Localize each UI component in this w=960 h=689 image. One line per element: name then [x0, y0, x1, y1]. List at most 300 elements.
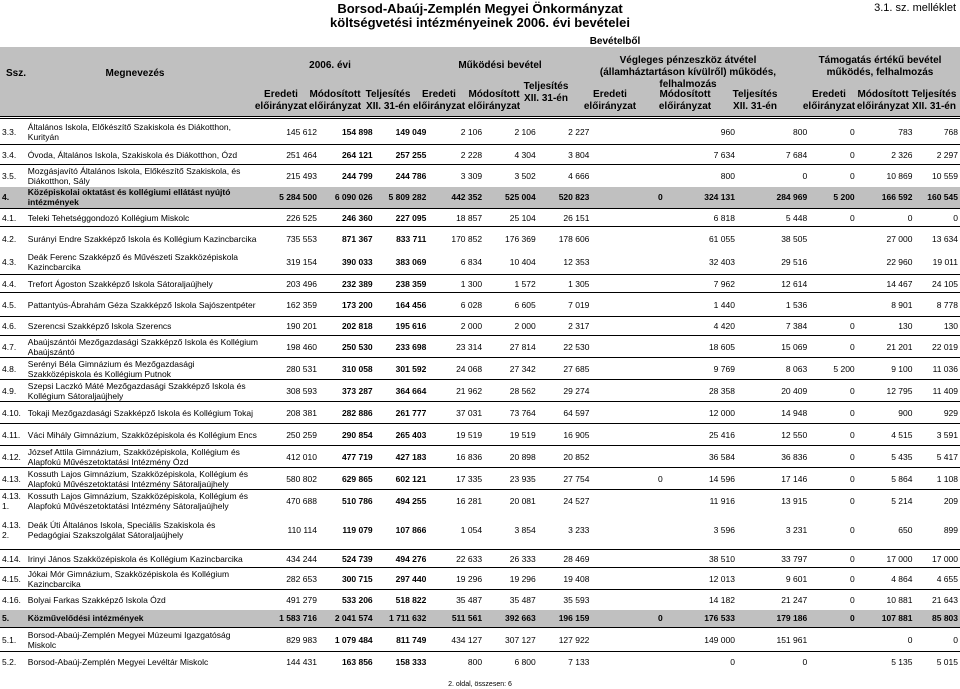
bevetelbol-label: Bevételből [589, 36, 641, 47]
row-value: 12 795 [857, 380, 915, 402]
row-value: 178 606 [538, 227, 592, 251]
row-name: Óvoda, Általános Iskola, Szakiskola és Diákotthon, Ózd [26, 145, 261, 165]
row-value: 0 [591, 610, 664, 628]
group-2006: 2006. évi [309, 60, 351, 71]
row-number: 5.2. [0, 652, 26, 672]
row-value: 33 797 [737, 550, 809, 568]
row-value [591, 490, 664, 512]
row-value: 308 593 [261, 380, 319, 402]
row-value: 13 915 [737, 490, 809, 512]
row-number: 4.15. [0, 568, 26, 590]
row-value: 602 121 [375, 468, 429, 490]
row-value: 16 281 [428, 490, 484, 512]
sub-teljesites-2006: Teljesítés XII. 31-én [365, 89, 411, 112]
row-value: 20 409 [737, 380, 809, 402]
row-value [591, 293, 664, 317]
row-number: 4.2. [0, 227, 26, 251]
row-name: Pattantyús-Ábrahám Géza Szakképző Iskola Sajószentpéter [26, 293, 261, 317]
row-value: 5 448 [737, 209, 809, 227]
row-value: 494 276 [375, 550, 429, 568]
row-name: Deák Úti Általános Iskola, Speciális Szakiskola és Pedagógiai Szakszolgálat Sátoraljaújhely [27, 520, 216, 541]
row-value: 227 095 [375, 209, 429, 227]
row-value: 650 [898, 525, 913, 536]
row-value: 5 200 [809, 358, 856, 380]
row-value: 149 000 [665, 628, 737, 652]
table-row [0, 251, 960, 275]
row-value: 319 154 [286, 257, 317, 268]
row-name: Kossuth Lajos Gimnázium, Szakközépiskola, Kollégium és Alapfokú Művészetoktatási Intézmény Sátoraljaújhely [26, 490, 261, 512]
row-value: 22 530 [538, 336, 592, 358]
row-number: 4.10. [0, 402, 26, 424]
row-number: 4.12. [0, 446, 26, 468]
row-value: 0 [809, 590, 856, 610]
row-value: 5 435 [857, 446, 915, 468]
row-value: 14 596 [665, 468, 737, 490]
col-megnevezes: Megnevezés [105, 68, 165, 79]
row-value: 202 818 [319, 317, 375, 336]
row-name: Jókai Mór Gimnázium, Szakközépiskola és Kollégium Kazincbarcika [26, 568, 261, 590]
row-value [591, 568, 664, 590]
row-value: 11 916 [665, 490, 737, 512]
row-value: 960 [665, 119, 737, 145]
row-value: 26 151 [538, 209, 592, 227]
table-row [0, 145, 960, 165]
row-value: 10 404 [509, 257, 536, 268]
row-value: 12 013 [665, 568, 737, 590]
row-value: 28 358 [665, 380, 737, 402]
row-value: 0 [809, 446, 856, 468]
row-number: 4.5. [0, 293, 26, 317]
row-value: 144 431 [261, 652, 319, 672]
row-value [591, 512, 664, 550]
row-value: 119 079 [342, 525, 373, 536]
row-value: 284 969 [737, 187, 809, 209]
table-row [0, 424, 960, 446]
row-value: 6 800 [484, 652, 538, 672]
row-value: 215 493 [261, 165, 319, 187]
sub-eredeti-mukodesi: Eredeti előirányzat [412, 89, 466, 112]
row-value: 107 881 [857, 610, 915, 628]
row-value [591, 275, 664, 293]
table-row [0, 590, 960, 610]
row-value: 412 010 [261, 446, 319, 468]
row-value: 324 131 [665, 187, 737, 209]
row-value [809, 628, 856, 652]
row-value: 477 719 [319, 446, 375, 468]
row-value: 282 653 [261, 568, 319, 590]
row-value: 9 601 [737, 568, 809, 590]
row-number: 4.13. [0, 468, 26, 490]
row-number: 4.7. [0, 336, 26, 358]
row-value: 2 041 574 [319, 610, 375, 628]
row-value: 20 852 [538, 446, 592, 468]
row-value: 3 854 [514, 525, 536, 536]
row-name: Tokaji Mezőgazdasági Szakképző Iskola és Kollégium Tokaj [26, 402, 261, 424]
row-value: 244 786 [375, 165, 429, 187]
sub-modositott-tamogatas: Módosított előirányzat [856, 89, 910, 112]
row-value: 3 502 [484, 165, 538, 187]
row-value: 800 [665, 165, 737, 187]
row-value [591, 358, 664, 380]
row-value: 0 [809, 165, 856, 187]
row-value: 27 814 [484, 336, 538, 358]
row-value: 4 666 [538, 165, 592, 187]
row-value: 61 055 [665, 227, 737, 251]
row-value [591, 446, 664, 468]
row-value: 494 255 [375, 490, 429, 512]
row-name: Teleki Tehetséggondozó Kollégium Miskolc [26, 209, 261, 227]
row-number: 3.3. [0, 119, 26, 145]
row-value [591, 380, 664, 402]
table-row [0, 275, 960, 293]
table-row [0, 227, 960, 251]
row-value: 0 [591, 187, 664, 209]
row-value [809, 293, 856, 317]
row-value: 17 146 [737, 468, 809, 490]
row-value: 300 715 [319, 568, 375, 590]
row-value: 19 296 [484, 568, 538, 590]
row-value: 833 711 [375, 227, 429, 251]
row-value: 307 127 [484, 628, 538, 652]
row-value: 257 255 [375, 145, 429, 165]
row-value: 12 550 [737, 424, 809, 446]
row-value: 0 [809, 402, 856, 424]
table-row [0, 165, 960, 187]
row-value: 1 572 [484, 275, 538, 293]
row-value: 27 342 [484, 358, 538, 380]
row-value [591, 317, 664, 336]
row-value: 282 886 [319, 402, 375, 424]
table-row [0, 490, 960, 512]
row-name: Középiskolai oktatást és kollégiumi ellátást nyújtó intézmények [26, 187, 261, 209]
table-row [0, 119, 960, 145]
row-value: 17 335 [428, 468, 484, 490]
row-value: 929 [914, 402, 960, 424]
row-value: 23 314 [428, 336, 484, 358]
row-value: 800 [428, 652, 484, 672]
row-value: 27 685 [538, 358, 592, 380]
row-value: 195 616 [375, 317, 429, 336]
row-number: 4.13. 2. [2, 520, 21, 541]
row-value: 151 961 [737, 628, 809, 652]
row-value: 0 [665, 652, 737, 672]
row-value: 768 [914, 119, 960, 145]
row-value: 0 [737, 165, 809, 187]
sub-teljesites-tamogatas: Teljesítés XII. 31-én [911, 89, 957, 112]
row-value: 19 296 [428, 568, 484, 590]
row-value: 383 069 [395, 257, 427, 268]
row-value: 37 031 [428, 402, 484, 424]
row-value: 176 369 [484, 227, 538, 251]
row-value: 232 389 [319, 275, 375, 293]
row-value: 17 000 [857, 550, 915, 568]
row-value: 21 247 [737, 590, 809, 610]
row-value: 208 381 [261, 402, 319, 424]
row-value: 21 643 [914, 590, 960, 610]
row-value: 265 403 [375, 424, 429, 446]
row-value: 251 464 [261, 145, 319, 165]
row-value: 264 121 [319, 145, 375, 165]
row-value: 1 583 716 [261, 610, 319, 628]
page-footer: 2. oldal, összesen: 6 [448, 681, 512, 688]
row-value [809, 227, 856, 251]
row-value: 18 857 [428, 209, 484, 227]
row-value: 261 777 [375, 402, 429, 424]
title-line-1: Borsod-Abaúj-Zemplén Megyei Önkormányzat [337, 1, 623, 16]
group-tamogatas: Támogatás értékű bevétel működés, felhalmozás [818, 55, 942, 78]
row-value: 5 809 282 [375, 187, 429, 209]
row-value: 5 284 500 [261, 187, 319, 209]
row-value: 829 983 [261, 628, 319, 652]
table-row [0, 402, 960, 424]
row-value: 4 864 [857, 568, 915, 590]
row-number: 3.4. [0, 145, 26, 165]
row-value: 1 305 [538, 275, 592, 293]
row-value: 26 333 [484, 550, 538, 568]
row-value: 6 090 026 [319, 187, 375, 209]
row-number: 5. [0, 610, 26, 628]
row-value: 160 545 [914, 187, 960, 209]
sub-modositott-mukodesi: Módosított előirányzat [467, 89, 521, 112]
row-value: 491 279 [261, 590, 319, 610]
row-name: Trefort Ágoston Szakképző Iskola Sátoraljaújhely [26, 275, 261, 293]
row-value: 3 804 [538, 145, 592, 165]
row-value [591, 165, 664, 187]
row-value: 4 515 [857, 424, 915, 446]
row-value: 162 359 [261, 293, 319, 317]
row-number: 4.13. 1. [0, 490, 26, 512]
row-value: 5 864 [857, 468, 915, 490]
row-number: 4.9. [0, 380, 26, 402]
row-value: 1 108 [914, 468, 960, 490]
row-value: 442 352 [428, 187, 484, 209]
row-value [591, 652, 664, 672]
row-name: Váci Mihály Gimnázium, Szakközépiskola és Kollégium Encs [26, 424, 261, 446]
row-value: 209 [914, 490, 960, 512]
row-value: 17 000 [914, 550, 960, 568]
row-value: 19 011 [932, 257, 958, 268]
row-value: 1 440 [665, 293, 737, 317]
row-value: 24 527 [538, 490, 592, 512]
sub-teljesites-vegleges: Teljesítés XII. 31-én [732, 89, 778, 112]
row-value: 4 655 [914, 568, 960, 590]
row-value [591, 209, 664, 227]
row-value: 179 186 [737, 610, 809, 628]
row-value: 19 519 [428, 424, 484, 446]
table-row [0, 610, 960, 628]
row-value: 0 [809, 336, 856, 358]
row-name: József Attila Gimnázium, Szakközépiskola, Kollégium és Alapfokú Művészetoktatási Intézmény Ózd [26, 446, 261, 468]
row-value: 1 079 484 [319, 628, 375, 652]
row-name: Kossuth Lajos Gimnázium, Szakközépiskola, Kollégium és Alapfokú Művészetoktatási Intézmény Sátoraljaújhely [26, 468, 261, 490]
table-row [0, 652, 960, 672]
revenue-table [0, 118, 960, 672]
row-value: 9 769 [665, 358, 737, 380]
row-value: 28 469 [538, 550, 592, 568]
row-value: 38 510 [665, 550, 737, 568]
row-value: 13 634 [914, 227, 960, 251]
row-value: 3 231 [785, 525, 808, 536]
row-value [591, 424, 664, 446]
row-value: 176 533 [665, 610, 737, 628]
row-value: 0 [857, 628, 915, 652]
row-value: 0 [809, 490, 856, 512]
row-value: 5 417 [914, 446, 960, 468]
row-value: 163 856 [319, 652, 375, 672]
row-value: 64 597 [538, 402, 592, 424]
row-value: 518 822 [375, 590, 429, 610]
row-value: 6 605 [484, 293, 538, 317]
row-value: 0 [737, 652, 809, 672]
row-value: 533 206 [319, 590, 375, 610]
row-value [809, 275, 856, 293]
row-value: 6 818 [665, 209, 737, 227]
row-value: 12 353 [563, 257, 590, 268]
row-value: 10 869 [857, 165, 915, 187]
row-name: Borsod-Abaúj-Zemplén Megyei Múzeumi Igazgatóság Miskolc [26, 628, 261, 652]
row-value: 14 467 [857, 275, 915, 293]
row-value: 7 384 [737, 317, 809, 336]
row-number: 5.1. [0, 628, 26, 652]
row-value: 4 420 [665, 317, 737, 336]
row-value: 145 612 [261, 119, 319, 145]
row-value: 3 591 [914, 424, 960, 446]
row-value: 301 592 [375, 358, 429, 380]
row-value: 0 [809, 119, 856, 145]
row-value: 166 592 [857, 187, 915, 209]
row-value: 12 614 [737, 275, 809, 293]
row-value: 2 228 [428, 145, 484, 165]
row-value: 0 [809, 468, 856, 490]
row-number: 4.14. [0, 550, 26, 568]
row-value: 73 764 [484, 402, 538, 424]
row-value: 0 [809, 610, 856, 628]
group-vegleges: Végleges pénzeszköz átvétel (államháztartáson kívülről) működés, felhalmozás [599, 55, 777, 90]
row-value: 3 309 [428, 165, 484, 187]
row-value [809, 251, 856, 275]
row-value: 27 000 [857, 227, 915, 251]
row-value: 35 487 [428, 590, 484, 610]
row-name: Bolyai Farkas Szakképző Iskola Ózd [26, 590, 261, 610]
row-value: 2 000 [428, 317, 484, 336]
row-name: Serényi Béla Gimnázium és Mezőgazdasági Szakközépiskola és Kollégium Putnok [26, 358, 261, 380]
row-value [591, 145, 664, 165]
row-name: Szepsi Laczkó Máté Mezőgazdasági Szakképző Iskola és Kollégium Sátoraljaújhely [26, 380, 261, 402]
row-value: 110 114 [287, 525, 317, 536]
header-bottom-rule [0, 116, 960, 117]
row-value: 173 200 [319, 293, 375, 317]
row-value: 373 287 [319, 380, 375, 402]
row-value: 5 015 [914, 652, 960, 672]
row-value: 280 531 [261, 358, 319, 380]
row-value: 35 593 [538, 590, 592, 610]
row-value: 130 [857, 317, 915, 336]
row-value: 0 [809, 145, 856, 165]
row-value: 364 664 [375, 380, 429, 402]
row-value: 22 019 [914, 336, 960, 358]
row-value: 250 530 [319, 336, 375, 358]
table-row [0, 317, 960, 336]
row-value: 246 360 [319, 209, 375, 227]
row-value: 3 596 [713, 525, 735, 536]
row-number: 4.8. [0, 358, 26, 380]
sub-modositott-2006: Módosított előirányzat [308, 89, 362, 112]
row-value: 6 834 [460, 257, 483, 268]
sub-eredeti-vegleges: Eredeti előirányzat [583, 89, 637, 112]
row-value: 149 049 [375, 119, 429, 145]
table-row [0, 380, 960, 402]
row-value: 310 058 [319, 358, 375, 380]
row-name: Mozgásjavító Általános Iskola, Előkészítő Szakiskola, és Diákotthon, Sály [26, 165, 261, 187]
row-value: 233 698 [375, 336, 429, 358]
row-number: 3.5. [0, 165, 26, 187]
row-value: 392 663 [484, 610, 538, 628]
row-value: 0 [809, 424, 856, 446]
row-value: 22 960 [886, 257, 913, 268]
table-row [0, 568, 960, 590]
row-value: 154 898 [319, 119, 375, 145]
row-value: 7 634 [665, 145, 737, 165]
row-value [809, 652, 856, 672]
row-value: 8 063 [737, 358, 809, 380]
row-value: 8 778 [914, 293, 960, 317]
row-name: Irinyi János Szakközépiskola és Kollégium Kazincbarcika [26, 550, 261, 568]
row-value: 434 127 [428, 628, 484, 652]
table-row [0, 628, 960, 652]
row-value: 38 505 [737, 227, 809, 251]
row-value [591, 251, 664, 275]
row-value: 0 [809, 380, 856, 402]
row-value: 0 [809, 209, 856, 227]
table-row [0, 209, 960, 227]
row-value: 11 036 [914, 358, 960, 380]
row-value: 6 028 [428, 293, 484, 317]
row-value: 0 [857, 209, 915, 227]
row-number: 4.16. [0, 590, 26, 610]
table-row [0, 550, 960, 568]
row-value: 4 304 [484, 145, 538, 165]
row-value: 2 227 [538, 119, 592, 145]
row-value [591, 590, 664, 610]
row-value: 871 367 [319, 227, 375, 251]
row-value: 434 244 [261, 550, 319, 568]
row-value: 22 633 [428, 550, 484, 568]
row-value: 525 004 [484, 187, 538, 209]
row-value: 811 749 [375, 628, 429, 652]
row-value: 7 962 [665, 275, 737, 293]
row-value: 511 561 [428, 610, 484, 628]
row-value [591, 227, 664, 251]
row-value: 390 033 [341, 257, 373, 268]
table-row [0, 512, 960, 550]
row-value: 158 333 [375, 652, 429, 672]
row-value: 2 317 [538, 317, 592, 336]
sub-teljesites-mukodesi: Teljesítés XII. 31-én [523, 81, 569, 104]
row-value: 250 259 [261, 424, 319, 446]
row-value: 24 068 [428, 358, 484, 380]
row-value: 12 000 [665, 402, 737, 424]
row-value: 7 133 [538, 652, 592, 672]
row-value: 5 135 [857, 652, 915, 672]
row-value: 23 935 [484, 468, 538, 490]
row-value: 520 823 [538, 187, 592, 209]
row-value: 900 [857, 402, 915, 424]
row-value: 0 [809, 568, 856, 590]
row-value [591, 119, 664, 145]
row-value: 36 836 [737, 446, 809, 468]
table-row [0, 336, 960, 358]
row-value: 238 359 [375, 275, 429, 293]
